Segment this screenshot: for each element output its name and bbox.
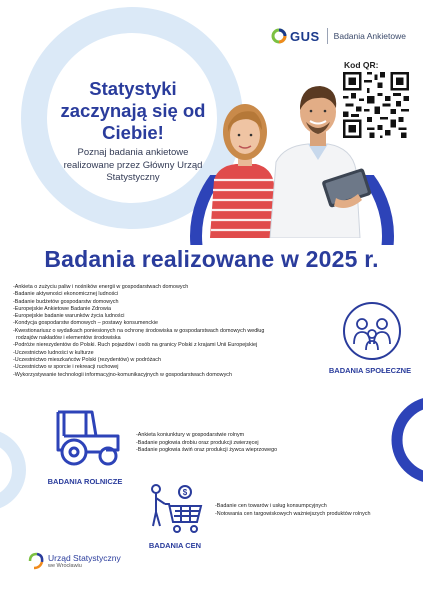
list-item: -Uczestnictwo ludności w kulturze	[13, 349, 94, 356]
list-item: -Europejskie Ankietowe Badanie Zdrowia	[13, 305, 111, 312]
hero-subtitle: Poznaj badania ankietowe realizowane przez Główny Urząd Statystyczny	[63, 147, 203, 183]
people-photo	[196, 80, 374, 238]
footer-office-city: we Wrocławiu	[48, 562, 82, 569]
tractor-icon	[48, 406, 126, 468]
qr-label: Kod QR:	[344, 60, 379, 70]
list-item: -Notowania cen targowiskowych ważniejszych produktów rolnych	[215, 510, 371, 517]
gus-logo-subtitle: Badania Ankietowe	[333, 31, 406, 41]
list-item: -Badanie pogłowia świń oraz produkcji żywca wieprzowego	[136, 447, 278, 454]
agriculture-survey-list	[136, 432, 277, 455]
list-item: -Uczestnictwo mieszkańców Polski (rezydentów) w podróżach	[13, 356, 161, 363]
gus-logo-text: GUS	[290, 28, 320, 44]
list-item: -Badanie budżetów gospodarstw domowych	[13, 298, 119, 305]
list-item: -Ankieta o zużyciu paliw i nośników energii w gospodarstwach domowych	[13, 284, 189, 290]
main-title: Badania realizowane w 2025 r.	[44, 246, 379, 272]
list-item: -Badanie cen towarów i usług konsumpcyjnych	[215, 503, 327, 509]
statistics-office-logo-icon	[28, 552, 44, 570]
list-item: -Europejskie badanie warunków życia ludności	[13, 313, 125, 320]
people-group-icon	[341, 300, 403, 362]
social-survey-label: BADANIA SPOŁECZNE	[328, 366, 412, 375]
svg-text:$: $	[182, 488, 188, 497]
agriculture-survey-label: BADANIA ROLNICZE	[47, 477, 123, 486]
hero-title: Statystyki zaczynają się od Ciebie!	[60, 78, 206, 143]
footer-office-name: Urząd Statystyczny	[48, 552, 121, 563]
price-survey-label: BADANIA CEN	[148, 541, 202, 550]
man-figure	[270, 86, 372, 238]
list-item: rodzajów nakładów i elementów środowiska	[16, 335, 121, 342]
woman-figure	[210, 104, 276, 238]
list-item: -Podróże nierezydentów do Polski. Ruch pojazdów i osób na granicy Polski z krajami Unii Europejskiej	[13, 342, 258, 349]
list-item: -Kwestionariusz o wydatkach poniesionych na ochronę środowiska w gospodarstwach domowych według	[13, 327, 265, 334]
list-item: -Wykorzystywanie technologii informacyjno-komunikacyjnych w gospodarstwach domowych	[13, 371, 232, 378]
footer-logo	[28, 552, 121, 570]
shopping-cart-icon	[145, 482, 205, 538]
list-item: -Badanie aktywności ekonomicznej ludności	[13, 291, 119, 298]
price-survey-list	[215, 503, 371, 518]
gus-logo	[271, 28, 406, 44]
list-item: -Badanie pogłowia drobiu oraz produkcji zwierzęcej	[136, 439, 259, 446]
social-survey-list	[13, 284, 313, 379]
list-item: -Ankieta koniunktury w gospodarstwie rolnym	[136, 432, 245, 438]
list-item: -Uczestnictwo w sporcie i rekreacji ruchowej	[13, 364, 119, 371]
list-item: -Kondycja gospodarstw domowych – postawy konsumenckie	[13, 320, 159, 327]
logo-divider	[327, 28, 328, 44]
gus-logo-icon	[271, 28, 287, 44]
